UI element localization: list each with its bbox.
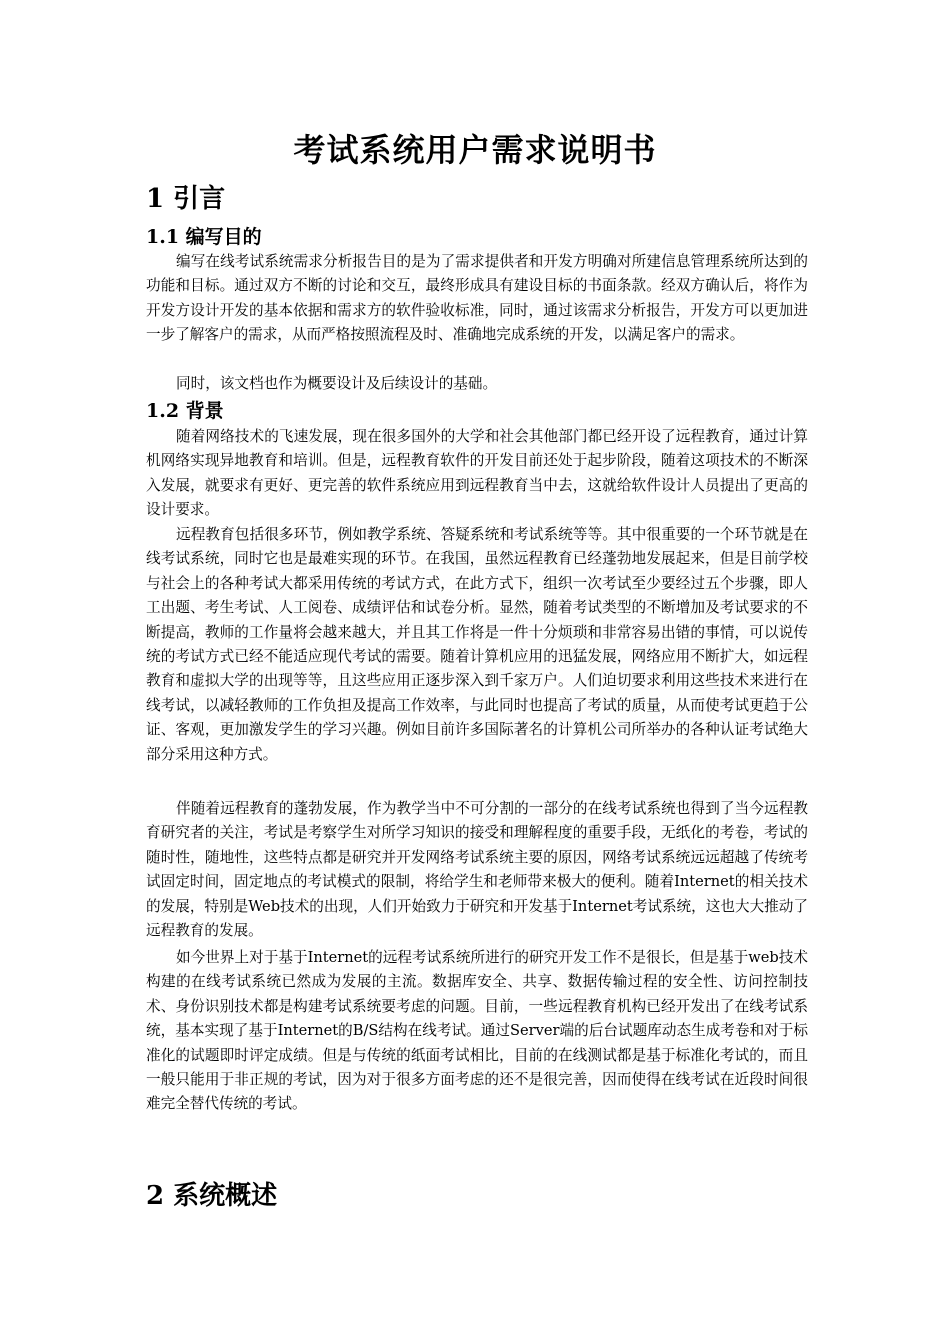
section-heading-introduction: 1 引言 <box>146 184 226 214</box>
paragraph-background-1: 随着网络技术的飞速发展，现在很多国外的大学和社会其他部门都已经开设了远程教育，通过计算机网络实现异地教育和培训。但是，远程教育软件的开发目前还处于起步阶段，随着这项技术的不断深入发展，就要求有更好、更完善的软件系统应用到远程教育当中去，这就给软件设计人员提出了更高的设计要求。 <box>146 428 808 519</box>
paragraph-background-2: 远程教育包括很多环节，例如教学系统、答疑系统和考试系统等等。其中很重要的一个环节就是在线考试系统，同时它也是最难实现的环节。在我国，虽然远程教育已经蓬勃地发展起来，但是目前学校与社会上的各种考试大都采用传统的考试方式，在此方式下，组织一次考试至少要经过五个步骤，即人工出题、考生考试、人工阅卷、成绩评估和试卷分析。显然，随着考试类型的不断增加及考试要求的不断提高，教师的工作量将会越来越大，并且其工作将是一件十分烦琐和非常容易出错的事情，可以说传统的考试方式已经不能适应现代考试的需要。随着计算机应用的迅猛发展，网络应用不断扩大，如远程教育和虚拟大学的出现等等，且这些应用正逐步深入到千家万户。人们迫切要求利用这些技术来进行在线考试，以减轻教师的工作负担及提高工作效率，与此同时也提高了考试的质量，从而使考试更趋于公证、客观，更加激发学生的学习兴趣。例如目前许多国际著名的计算机公司所举办的各种认证考试绝大部分采用这种方式。 <box>146 526 808 763</box>
paragraph-purpose-2: 同时，该文档也作为概要设计及后续设计的基础。 <box>176 375 498 392</box>
subsection-heading-background: 1.2 背景 <box>146 400 224 422</box>
section-heading-system-overview: 2 系统概述 <box>146 1181 278 1211</box>
paragraph-purpose-1: 编写在线考试系统需求分析报告目的是为了需求提供者和开发方明确对所建信息管理系统所达到的功能和目标。通过双方不断的讨论和交互，最终形成具有建设目标的书面条款。经双方确认后，将作为开发方设计开发的基本依据和需求方的软件验收标准，同时，通过该需求分析报告，开发方可以更加进一步了解客户的需求，从而严格按照流程及时、准确地完成系统的开发，以满足客户的需求。 <box>146 253 808 344</box>
paragraph-background-3: 伴随着远程教育的蓬勃发展，作为教学当中不可分割的一部分的在线考试系统也得到了当今远程教育研究者的关注，考试是考察学生对所学习知识的接受和理解程度的重要手段，无纸化的考卷，考试的随时性，随地性，这些特点都是研究并开发网络考试系统主要的原因，网络考试系统远远超越了传统考试固定时间，固定地点的考试模式的限制，将给学生和老师带来极大的便利。随着Internet的相关技术的发展，特别是Web技术的出现，人们开始致力于研究和开发基于Internet考试系统，这也大大推动了远程教育的发展。 <box>146 800 808 940</box>
paragraph-background-4: 如今世界上对于基于Internet的远程考试系统所进行的研究开发工作不是很长，但是基于web技术构建的在线考试系统已然成为发展的主流。数据库安全、共享、数据传输过程的安全性、访问控制技术、身份识别技术都是构建考试系统要考虑的问题。目前，一些远程教育机构已经开发出了在线考试系统，基本实现了基于Internet的B/S结构在线考试。通过Server端的后台试题库动态生成考卷和对于标准化的试题即时评定成绩。但是与传统的纸面考试相比，目前的在线测试都是基于标准化考试的，而且一般只能用于非正规的考试，因为对于很多方面考虑的还不是很完善，因而使得在线考试在近段时间很难完全替代传统的考试。 <box>146 949 808 1113</box>
document-title: 考试系统用户需求说明书 <box>293 131 657 169</box>
subsection-heading-purpose: 1.1 编写目的 <box>146 226 262 248</box>
